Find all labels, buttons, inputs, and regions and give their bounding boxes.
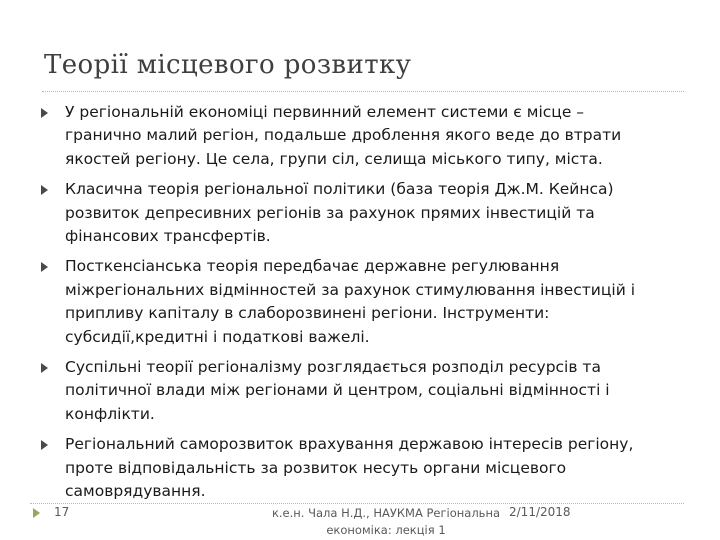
bullet-item — [41, 433, 661, 503]
triangle-bullet-icon — [41, 185, 48, 195]
bullet-item — [41, 255, 661, 349]
footer-date: 2/11/2018 — [509, 505, 571, 519]
bullet-text: У регіональній економіці первинний елемент системи є місце – гранично малий регіон, подальше дроблення якого веде до втрати якостей регіону. Це села, групи сіл, селища міського типу, міста. — [65, 103, 622, 168]
bullet-item — [41, 178, 661, 248]
slide-title: Теорії місцевого розвитку — [44, 50, 412, 80]
footer-author-course: к.е.н. Чала Н.Д., НАУКМА Регіональна економіка: лекція 1 — [271, 506, 501, 537]
bullet-item — [41, 101, 661, 171]
bullet-item — [41, 356, 661, 426]
title-divider — [42, 91, 684, 92]
triangle-bullet-icon — [41, 440, 48, 450]
bullet-text: Суспільні теорії регіоналізму розглядається розподіл ресурсів та політичної влади між регіонами й центром, соціальні відмінності і конфлікти. — [65, 358, 610, 423]
triangle-bullet-icon — [41, 363, 48, 373]
bullet-text: Посткенсіанська теорія передбачає державне регулювання міжрегіональних відмінностей за рахунок стимулювання інвестицій і припливу капіталу в слаборозвинені регіони. Інструменти: субсидії,кредитні і податкові важелі. — [65, 257, 636, 346]
bullet-text: Класична теорія регіональної політики (база теорія Дж.М. Кейнса) розвиток депресивних регіонів за рахунок прямих інвестицій та фінансових трансфертів. — [65, 180, 614, 246]
footer-divider — [30, 503, 684, 504]
bullet-text: Регіональний саморозвиток врахування державою інтересів регіону, проте відповідальність за розвиток несуть органи місцевого самоврядування. — [65, 435, 634, 501]
footer-triangle-icon — [33, 508, 40, 518]
triangle-bullet-icon — [41, 108, 48, 118]
page-number: 17 — [54, 505, 70, 519]
bullet-list — [41, 101, 661, 511]
triangle-bullet-icon — [41, 262, 48, 272]
